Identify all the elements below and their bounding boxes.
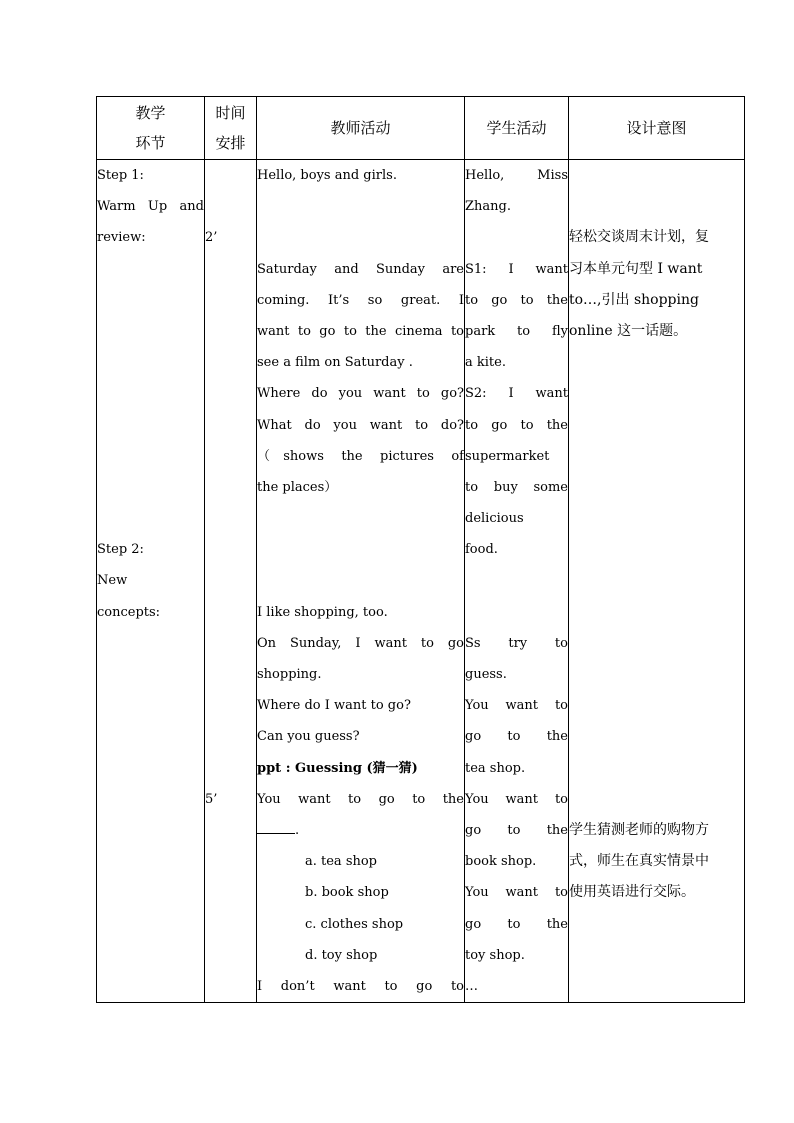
teacher-line: the places）: [257, 479, 338, 495]
student-line: delicious: [465, 511, 524, 527]
option-b: b. book shop: [305, 885, 389, 901]
step-cell: [97, 160, 205, 1003]
student-line: go to the: [465, 729, 568, 745]
student-line: …: [465, 978, 478, 994]
header-time-line2: 安排: [215, 134, 246, 152]
student-line: You want to: [465, 885, 568, 901]
student-line: to go to the: [465, 417, 568, 433]
teacher-line: Saturday and Sunday are: [257, 261, 464, 277]
teacher-line: You want to go to the: [257, 791, 464, 807]
header-time: [205, 97, 257, 160]
student-line: S1: I want: [465, 261, 568, 277]
header-step-line2: 环节: [135, 134, 166, 152]
header-design: 设计意图: [569, 97, 745, 160]
design-line: 式，师生在真实情景中: [569, 853, 709, 870]
table-row: [97, 160, 745, 1003]
student-line: go to the: [465, 916, 568, 932]
header-step: [97, 97, 205, 160]
teacher-cell: [257, 160, 465, 1003]
time-cell: [205, 160, 257, 1003]
design-line: 学生猜测老师的购物方: [569, 821, 709, 838]
teacher-line: Can you guess?: [257, 729, 360, 745]
student-line: You want to: [465, 698, 568, 714]
design-line: 习本单元句型 I want: [569, 260, 703, 277]
header-time-line1: 时间: [215, 104, 246, 122]
design-line: online 这一话题。: [569, 322, 688, 339]
step2-concepts: concepts:: [97, 604, 161, 620]
teacher-line: see a film on Saturday .: [257, 355, 413, 371]
design-line: to…,引出 shopping: [569, 291, 699, 308]
student-line: You want to: [465, 791, 568, 807]
header-step-line1: 教学: [135, 104, 166, 122]
step2-new: New: [97, 573, 128, 589]
design-cell: [569, 160, 745, 1003]
student-cell: [465, 160, 569, 1003]
student-line: to go to the: [465, 292, 568, 308]
teacher-line: Where do I want to go?: [257, 698, 411, 714]
teacher-line-blank: [257, 815, 464, 846]
teacher-line: What do you want to do?: [257, 417, 464, 433]
step1-title: Step 1:: [97, 168, 144, 183]
student-line: toy shop.: [465, 947, 525, 963]
teacher-line: Hello, boys and girls.: [257, 168, 397, 183]
student-line: go to the: [465, 822, 568, 838]
design-line: 轻松交谈周末计划，复: [569, 229, 709, 246]
teacher-line-ppt: ppt : Guessing (猜一猜): [257, 760, 418, 776]
teacher-line: Where do you want to go?: [257, 386, 464, 402]
option-a: a. tea shop: [305, 854, 378, 870]
teacher-line: shopping.: [257, 667, 322, 682]
student-line: S2: I want: [465, 386, 568, 402]
header-student: 学生活动: [465, 97, 569, 160]
step2-title: Step 2:: [97, 542, 144, 558]
time-step1: 2’: [205, 230, 218, 246]
option-c: c. clothes shop: [305, 916, 404, 932]
fill-blank: [257, 815, 295, 834]
student-line: Ss try to: [465, 635, 568, 651]
teacher-line: want to go to the cinema to: [257, 323, 464, 339]
teacher-line: I don’t want to go to: [257, 978, 464, 994]
teacher-line: （shows the pictures of: [257, 448, 464, 464]
header-row: [97, 97, 745, 160]
time-step2: 5’: [205, 791, 218, 807]
teacher-line: I like shopping, too.: [257, 604, 388, 620]
student-line: Hello, Miss: [465, 168, 568, 183]
student-line: supermarket: [465, 448, 550, 464]
teacher-line: coming. It’s so great. I: [257, 292, 464, 308]
student-line: food.: [465, 542, 498, 558]
step1-review: review:: [97, 230, 146, 246]
student-line: tea shop.: [465, 760, 526, 776]
design-line: 使用英语进行交际。: [569, 884, 695, 901]
student-line: Zhang.: [465, 199, 511, 215]
student-line: a kite.: [465, 355, 506, 371]
student-line: book shop.: [465, 854, 537, 870]
fill-blank-suffix: .: [295, 822, 300, 838]
teacher-line: On Sunday, I want to go: [257, 635, 464, 651]
lesson-plan-table: [96, 96, 745, 1003]
student-line: guess.: [465, 667, 507, 682]
step1-warm: Warm Up and: [97, 199, 204, 215]
option-d: d. toy shop: [305, 947, 378, 963]
student-line: to buy some: [465, 479, 568, 495]
header-teacher: 教师活动: [257, 97, 465, 160]
student-line: park to fly: [465, 323, 568, 339]
